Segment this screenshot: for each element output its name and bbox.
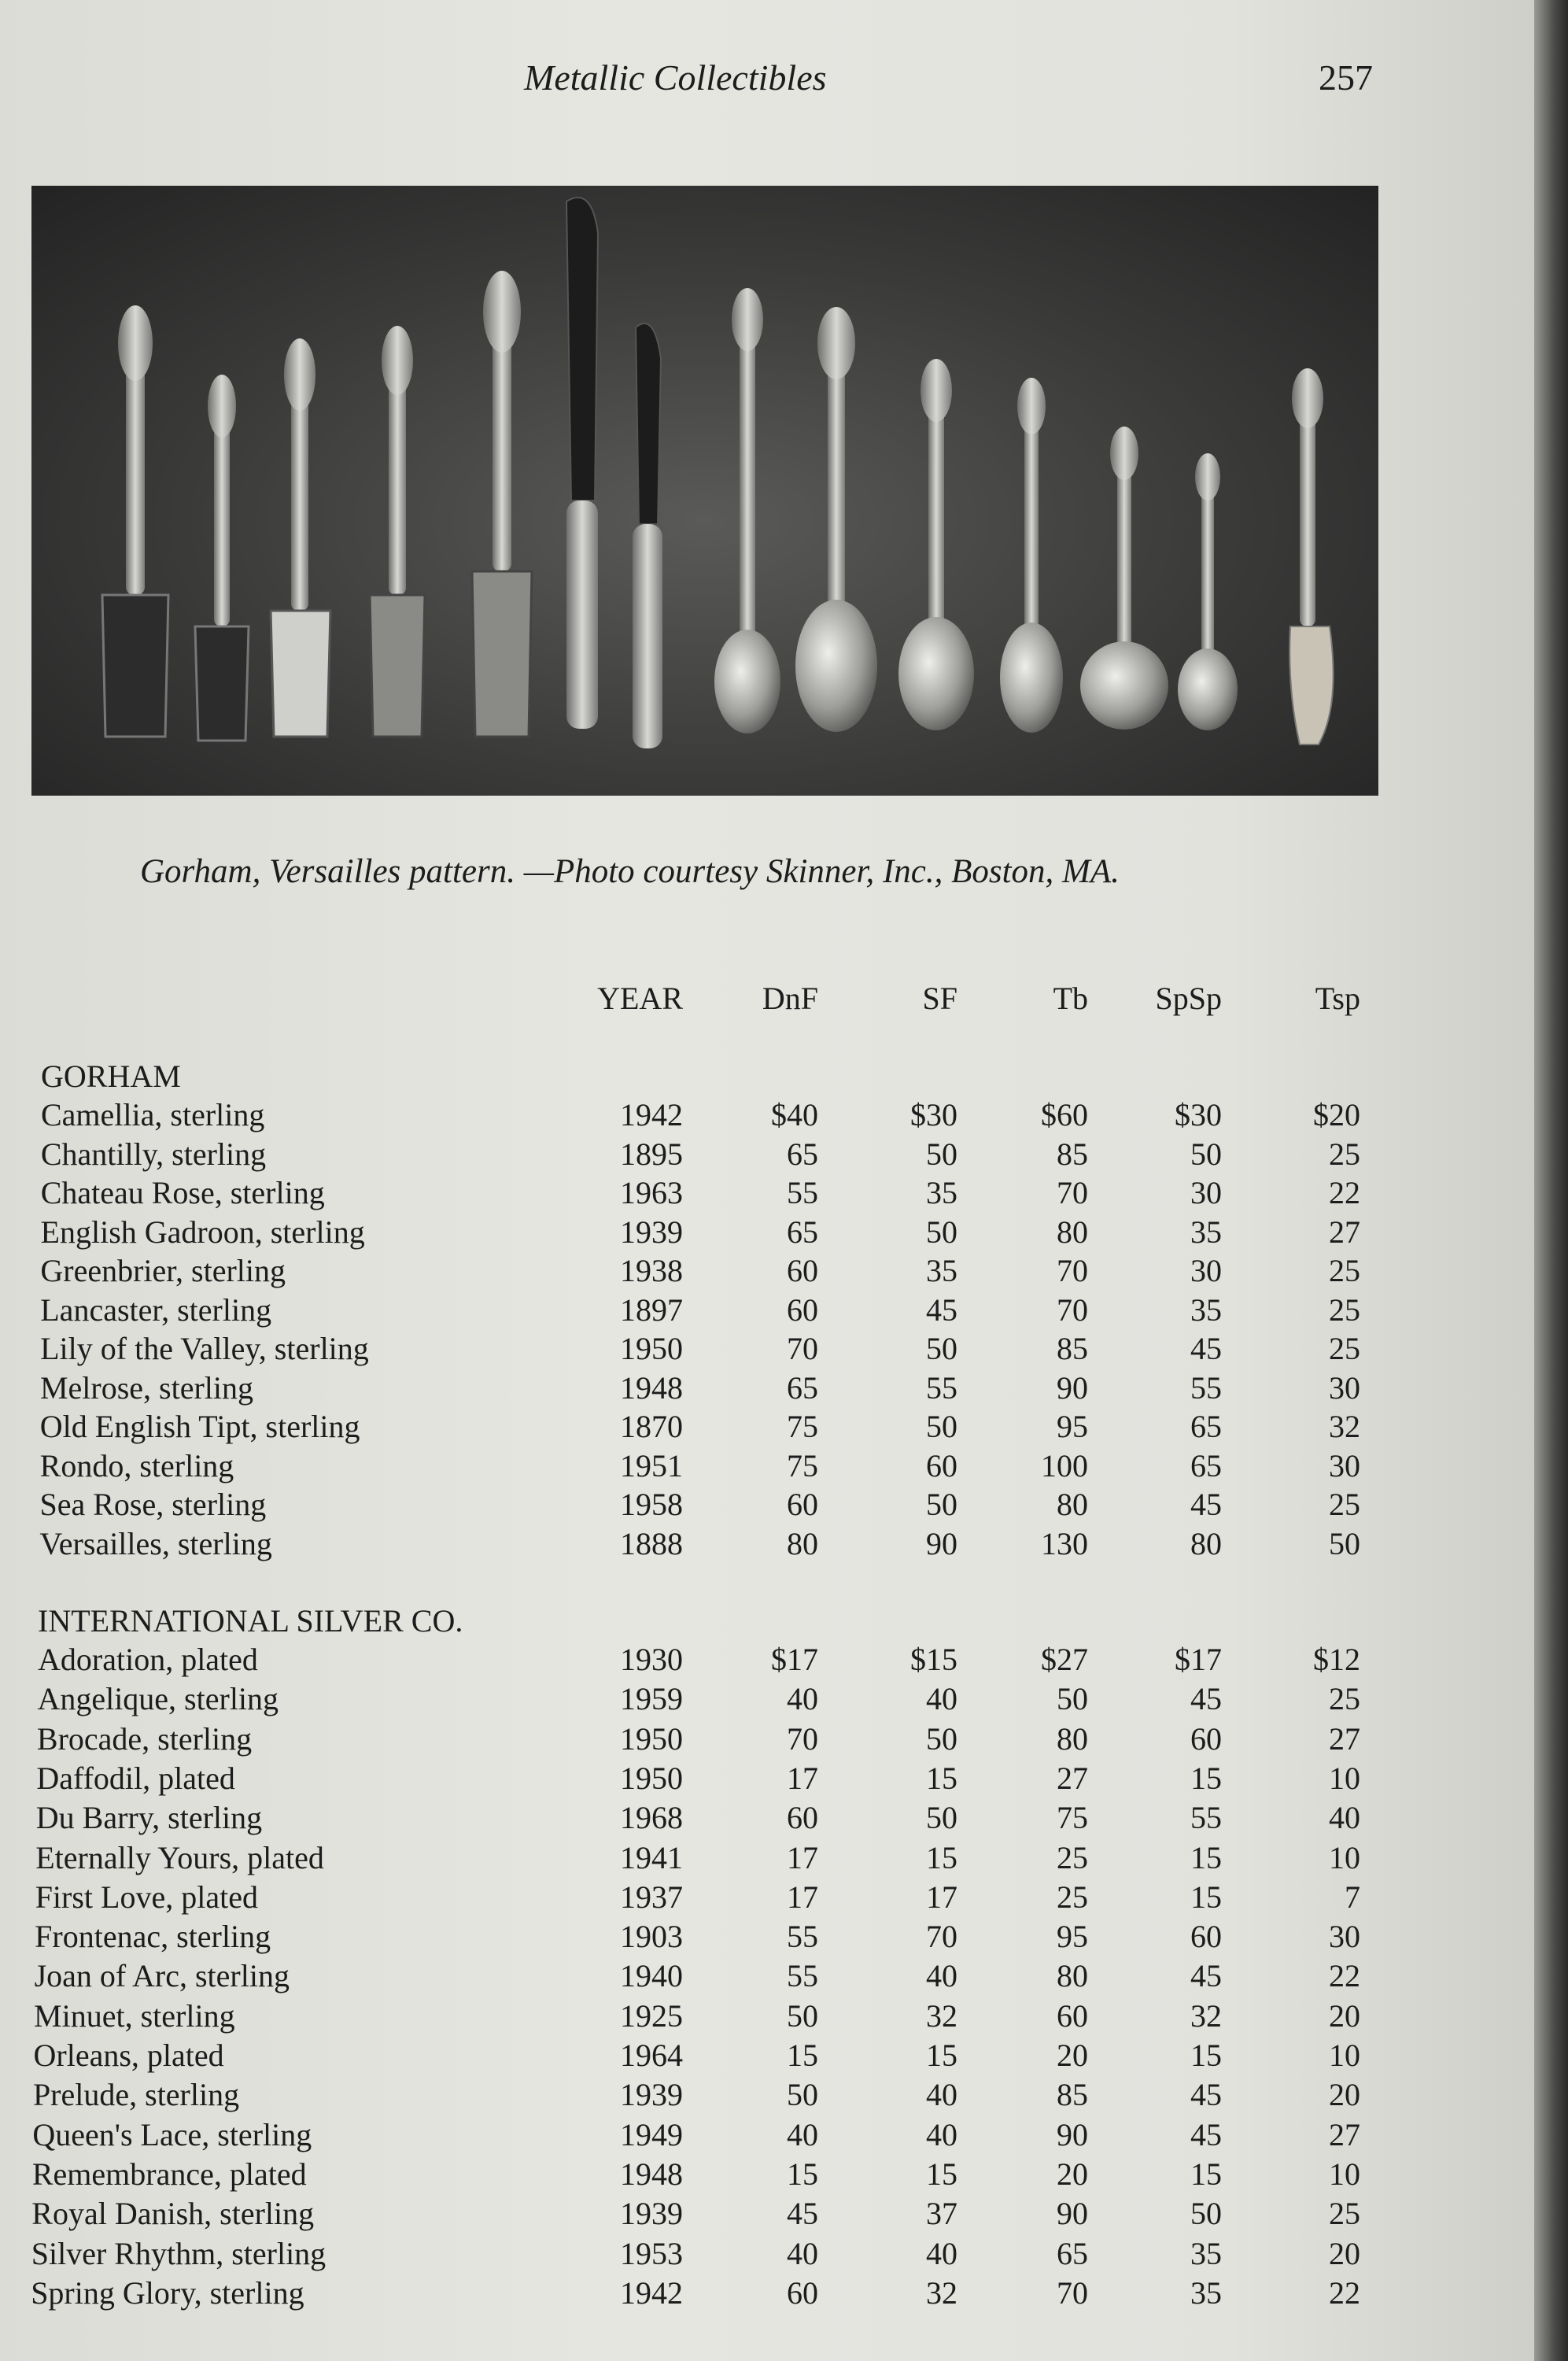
cell-tsp: 25 [1329, 1681, 1360, 1717]
table-row [0, 1174, 1534, 1214]
cell-sf: 60 [926, 1447, 957, 1483]
running-head [0, 57, 1534, 104]
cell-tsp: $20 [1313, 1097, 1360, 1132]
cell-tsp: 25 [1329, 1136, 1360, 1172]
table-row [0, 2076, 1534, 2115]
cell-tb: 95 [1057, 1409, 1088, 1444]
table-row [0, 1918, 1534, 1957]
cell-tb: 90 [1057, 1369, 1088, 1406]
cell-tb: 85 [1057, 1331, 1088, 1366]
cell-tsp: 30 [1329, 1447, 1360, 1483]
cell-tb: 70 [1057, 1291, 1088, 1328]
table-row [0, 1641, 1534, 1680]
pattern-name: Royal Danish, sterling [31, 2196, 315, 2232]
cell-year: 1951 [620, 1447, 683, 1483]
cell-spsp: 80 [1190, 1525, 1222, 1561]
col-header-dnf: DnF [762, 981, 818, 1016]
cell-sf: 37 [926, 2196, 957, 2232]
table-row [0, 1291, 1534, 1331]
cell-spsp: 60 [1190, 1919, 1222, 1955]
fork-3 [271, 338, 330, 737]
cell-spsp: 65 [1190, 1409, 1222, 1444]
cell-spsp: 45 [1190, 2116, 1222, 2152]
pattern-name: Old English Tipt, sterling [39, 1409, 360, 1444]
cell-sf: 50 [926, 1214, 957, 1250]
cell-tb: 25 [1057, 1879, 1088, 1915]
cell-spsp: 55 [1190, 1369, 1222, 1406]
cell-tb: 100 [1041, 1447, 1088, 1483]
cell-spsp: 65 [1190, 1447, 1222, 1483]
pattern-name: Eternally Yours, plated [35, 1839, 324, 1875]
pattern-name: Melrose, sterling [39, 1369, 253, 1406]
cell-dnf: 55 [787, 1175, 818, 1210]
cell-sf: 35 [926, 1175, 957, 1210]
cell-year: 1939 [620, 1214, 683, 1250]
knife-1 [566, 198, 598, 729]
cell-spsp: 35 [1190, 2274, 1222, 2311]
pattern-name: Frontenac, sterling [35, 1919, 271, 1955]
cell-spsp: 60 [1190, 1720, 1222, 1757]
cell-spsp: 50 [1190, 2196, 1222, 2232]
cell-tb: 20 [1057, 2038, 1088, 2073]
cell-tb: 130 [1041, 1525, 1088, 1561]
cell-tsp: 50 [1329, 1525, 1360, 1561]
table-row [0, 2195, 1534, 2234]
cell-tb: 90 [1057, 2116, 1088, 2152]
table-row [0, 1879, 1534, 1918]
running-title: Metallic Collectibles [524, 57, 827, 98]
cell-dnf: 70 [787, 1720, 818, 1757]
cell-tsp: 40 [1329, 1800, 1360, 1836]
table-row [0, 1330, 1534, 1369]
cell-year: 1888 [620, 1525, 683, 1561]
cell-spsp: 15 [1190, 1760, 1222, 1796]
table-row [0, 2274, 1534, 2314]
cell-tb: 85 [1057, 2077, 1088, 2113]
cell-year: 1939 [620, 2196, 683, 2232]
page-edge [1534, 0, 1568, 2361]
section-title-international: INTERNATIONAL SILVER CO. [38, 1603, 463, 1639]
cell-spsp: 32 [1190, 1997, 1222, 2034]
pattern-name: Rondo, sterling [39, 1447, 234, 1483]
cell-dnf: 17 [787, 1760, 818, 1796]
cell-tb: 27 [1057, 1760, 1088, 1796]
cell-year: 1948 [620, 1369, 683, 1406]
col-header-tb: Tb [1053, 981, 1088, 1016]
cell-tb: 70 [1057, 1253, 1088, 1288]
cell-sf: 40 [926, 1958, 957, 1994]
cell-dnf: 60 [787, 2274, 818, 2311]
cell-sf: 55 [926, 1369, 957, 1406]
cell-spsp: 45 [1190, 1487, 1222, 1522]
cell-tsp: 10 [1329, 2156, 1360, 2192]
cell-tsp: 22 [1329, 1175, 1360, 1210]
cell-dnf: 40 [787, 1681, 818, 1717]
cell-spsp: 35 [1190, 2235, 1222, 2271]
cell-dnf: $40 [771, 1097, 818, 1132]
cell-spsp: $17 [1175, 1642, 1222, 1677]
cell-sf: $15 [910, 1642, 957, 1677]
fork-1 [102, 305, 168, 737]
cell-dnf: 50 [787, 1997, 818, 2034]
cell-year: 1953 [620, 2235, 683, 2271]
cell-sf: 15 [926, 1760, 957, 1796]
cell-year: 1940 [620, 1958, 683, 1994]
cell-year: 1941 [620, 1839, 683, 1875]
cell-sf: 15 [926, 2038, 957, 2073]
pattern-name: Angelique, sterling [37, 1681, 279, 1717]
cell-year: 1964 [620, 2038, 683, 2073]
cell-tsp: 7 [1345, 1879, 1360, 1915]
pattern-name: English Gadroon, sterling [40, 1214, 365, 1250]
pattern-name: Du Barry, sterling [35, 1800, 263, 1836]
cell-dnf: 40 [787, 2235, 818, 2271]
cell-tsp: 25 [1329, 2196, 1360, 2232]
cell-tb: 70 [1057, 2274, 1088, 2311]
cell-spsp: 45 [1190, 1331, 1222, 1366]
cell-sf: 50 [926, 1136, 957, 1172]
pattern-name: Camellia, sterling [41, 1097, 265, 1132]
pattern-name: Chateau Rose, sterling [40, 1175, 325, 1210]
cell-tsp: 27 [1329, 2116, 1360, 2152]
flatware-photo-icon [31, 186, 1378, 796]
col-header-tsp: Tsp [1315, 981, 1360, 1016]
spoon-1 [714, 288, 780, 733]
cell-tb: 80 [1057, 1487, 1088, 1522]
cell-spsp: 15 [1190, 2038, 1222, 2073]
cell-dnf: 15 [787, 2156, 818, 2192]
cell-sf: 35 [926, 1253, 957, 1288]
cell-year: 1930 [620, 1642, 683, 1677]
table-row [0, 1799, 1534, 1838]
cell-spsp: 45 [1190, 2077, 1222, 2113]
cell-year: 1959 [620, 1681, 683, 1717]
table-row [0, 1447, 1534, 1487]
cell-sf: 50 [926, 1409, 957, 1444]
pattern-name: Lancaster, sterling [40, 1291, 272, 1328]
table-row [0, 1136, 1534, 1175]
cell-dnf: 17 [787, 1879, 818, 1915]
cell-dnf: 70 [787, 1331, 818, 1366]
cell-sf: 15 [926, 2156, 957, 2192]
cell-dnf: 50 [787, 2077, 818, 2113]
cell-year: 1950 [620, 1331, 683, 1366]
table-row [0, 2235, 1534, 2274]
cell-dnf: 45 [787, 2196, 818, 2232]
spoon-6 [1178, 453, 1238, 730]
cell-dnf: 65 [787, 1214, 818, 1250]
spoon-4 [1000, 378, 1063, 733]
cell-dnf: 15 [787, 2038, 818, 2073]
cell-tsp: 20 [1329, 2235, 1360, 2271]
cell-tb: 90 [1057, 2196, 1088, 2232]
cell-spsp: 15 [1190, 1879, 1222, 1915]
fork-2 [195, 375, 249, 741]
pattern-name: Spring Glory, sterling [31, 2274, 304, 2311]
cell-spsp: 55 [1190, 1800, 1222, 1836]
cell-sf: 45 [926, 1291, 957, 1328]
cell-tsp: 25 [1329, 1331, 1360, 1366]
cell-spsp: 15 [1190, 1839, 1222, 1875]
cell-tb: 95 [1057, 1919, 1088, 1955]
col-header-spsp: SpSp [1155, 981, 1222, 1016]
cell-tb: 80 [1057, 1958, 1088, 1994]
cell-tsp: 10 [1329, 1839, 1360, 1875]
cell-tsp: 10 [1329, 2038, 1360, 2073]
cell-sf: 50 [926, 1800, 957, 1836]
table-row [0, 1486, 1534, 1525]
table-row [0, 2037, 1534, 2076]
table-row [0, 1252, 1534, 1291]
cell-year: 1950 [620, 1760, 683, 1796]
cell-year: 1950 [620, 1720, 683, 1757]
cell-sf: 40 [926, 1681, 957, 1717]
cell-year: 1903 [620, 1919, 683, 1955]
table-row [0, 2156, 1534, 2195]
cell-dnf: 75 [787, 1409, 818, 1444]
cell-year: 1937 [620, 1879, 683, 1915]
cell-tb: 80 [1057, 1214, 1088, 1250]
cell-year: 1949 [620, 2116, 683, 2152]
cell-dnf: 60 [787, 1253, 818, 1288]
cell-tb: 80 [1057, 1720, 1088, 1757]
cell-spsp: 30 [1190, 1175, 1222, 1210]
pattern-name: Minuet, sterling [34, 1997, 235, 2034]
cell-tb: 70 [1057, 1175, 1088, 1210]
cell-year: 1942 [620, 1097, 683, 1132]
col-header-year: YEAR [597, 981, 683, 1016]
cell-tsp: 20 [1329, 2077, 1360, 2113]
cell-year: 1948 [620, 2156, 683, 2192]
cell-year: 1938 [620, 1253, 683, 1288]
cell-tsp: 32 [1329, 1409, 1360, 1444]
pattern-name: First Love, plated [35, 1879, 258, 1915]
table-row [0, 1680, 1534, 1720]
pattern-name: Adoration, plated [38, 1642, 258, 1677]
cell-year: 1958 [620, 1487, 683, 1522]
cell-year: 1963 [620, 1175, 683, 1210]
cell-dnf: 40 [787, 2116, 818, 2152]
cell-dnf: 75 [787, 1447, 818, 1483]
fork-4 [370, 326, 425, 737]
pattern-name: Greenbrier, sterling [40, 1253, 286, 1288]
cell-sf: 17 [926, 1879, 957, 1915]
cell-spsp: 45 [1190, 1958, 1222, 1994]
cell-tsp: 25 [1329, 1291, 1360, 1328]
cell-tb: 25 [1057, 1839, 1088, 1875]
cell-year: 1939 [620, 2077, 683, 2113]
photo-caption: Gorham, Versailles pattern. —Photo courtesy Skinner, Inc., Boston, MA. [140, 853, 1120, 890]
pattern-name: Brocade, sterling [36, 1720, 253, 1757]
cell-year: 1942 [620, 2274, 683, 2311]
table-row [0, 1720, 1534, 1760]
cell-dnf: 60 [787, 1487, 818, 1522]
table-row [0, 1997, 1534, 2037]
cell-dnf: 60 [787, 1800, 818, 1836]
cell-spsp: 35 [1190, 1291, 1222, 1328]
cell-tb: $27 [1041, 1642, 1088, 1677]
pattern-name: Prelude, sterling [32, 2077, 240, 2113]
cell-tsp: $12 [1313, 1642, 1360, 1677]
table-row [0, 1369, 1534, 1409]
pattern-name: Silver Rhythm, sterling [31, 2235, 327, 2271]
butter-spreader [1289, 368, 1333, 745]
cell-spsp: $30 [1175, 1097, 1222, 1132]
flatware-photo [31, 186, 1378, 796]
knife-2 [633, 323, 662, 748]
cell-sf: 50 [926, 1720, 957, 1757]
pattern-name: Versailles, sterling [39, 1525, 272, 1561]
cell-tb: 50 [1057, 1681, 1088, 1717]
pattern-name: Lily of the Valley, sterling [40, 1331, 369, 1366]
cell-year: 1925 [620, 1997, 683, 2034]
page-number: 257 [1319, 57, 1373, 98]
cell-dnf: $17 [771, 1642, 818, 1677]
cell-tb: 85 [1057, 1136, 1088, 1172]
cell-sf: 15 [926, 1839, 957, 1875]
cell-sf: 40 [926, 2116, 957, 2152]
spoon-2 [795, 307, 877, 732]
cell-spsp: 45 [1190, 1681, 1222, 1717]
cell-spsp: 30 [1190, 1253, 1222, 1288]
cell-dnf: 55 [787, 1919, 818, 1955]
cell-spsp: 35 [1190, 1214, 1222, 1250]
cell-tsp: 25 [1329, 1487, 1360, 1522]
cell-sf: 50 [926, 1487, 957, 1522]
table-row [0, 1957, 1534, 1997]
table-row [0, 1839, 1534, 1879]
cell-year: 1870 [620, 1409, 683, 1444]
cell-year: 1897 [620, 1291, 683, 1328]
cell-tsp: 30 [1329, 1919, 1360, 1955]
cell-sf: $30 [910, 1097, 957, 1132]
pattern-name: Queen's Lace, sterling [32, 2116, 312, 2152]
cell-tb: 65 [1057, 2235, 1088, 2271]
cell-tb: $60 [1041, 1097, 1088, 1132]
cell-sf: 40 [926, 2235, 957, 2271]
cell-spsp: 15 [1190, 2156, 1222, 2192]
cell-tsp: 20 [1329, 1997, 1360, 2034]
cell-dnf: 65 [787, 1369, 818, 1406]
cell-sf: 40 [926, 2077, 957, 2113]
section-title-gorham: GORHAM [41, 1059, 181, 1094]
cell-tb: 75 [1057, 1800, 1088, 1836]
spoon-3 [898, 359, 974, 730]
cell-dnf: 65 [787, 1136, 818, 1172]
table-row [0, 1760, 1534, 1799]
table-row [0, 1214, 1534, 1253]
cell-tsp: 30 [1329, 1369, 1360, 1406]
cell-tsp: 27 [1329, 1720, 1360, 1757]
pattern-name: Chantilly, sterling [40, 1136, 267, 1172]
pattern-name: Orleans, plated [33, 2038, 224, 2073]
pattern-name: Daffodil, plated [36, 1760, 235, 1796]
cell-sf: 90 [926, 1525, 957, 1561]
table-row [0, 1408, 1534, 1447]
cell-spsp: 50 [1190, 1136, 1222, 1172]
cell-tsp: 10 [1329, 1760, 1360, 1796]
col-header-sf: SF [922, 981, 957, 1016]
spoon-5 [1080, 427, 1168, 730]
cell-tsp: 27 [1329, 1214, 1360, 1250]
cell-sf: 50 [926, 1331, 957, 1366]
pattern-name: Remembrance, plated [31, 2156, 307, 2192]
table-row [0, 1525, 1534, 1565]
cell-tb: 60 [1057, 1997, 1088, 2034]
cell-year: 1968 [620, 1800, 683, 1836]
cell-tsp: 22 [1329, 1958, 1360, 1994]
cell-dnf: 55 [787, 1958, 818, 1994]
cell-sf: 32 [926, 1997, 957, 2034]
table-row [0, 2116, 1534, 2156]
fork-5 [472, 271, 532, 737]
cell-dnf: 60 [787, 1291, 818, 1328]
cell-tsp: 22 [1329, 2274, 1360, 2311]
cell-year: 1895 [620, 1136, 683, 1172]
cell-dnf: 80 [787, 1525, 818, 1561]
table-row [0, 1096, 1534, 1136]
cell-tb: 20 [1057, 2156, 1088, 2192]
cell-sf: 32 [926, 2274, 957, 2311]
pattern-name: Joan of Arc, sterling [34, 1958, 290, 1994]
cell-sf: 70 [926, 1919, 957, 1955]
cell-tsp: 25 [1329, 1253, 1360, 1288]
pattern-name: Sea Rose, sterling [39, 1487, 267, 1522]
cell-dnf: 17 [787, 1839, 818, 1875]
